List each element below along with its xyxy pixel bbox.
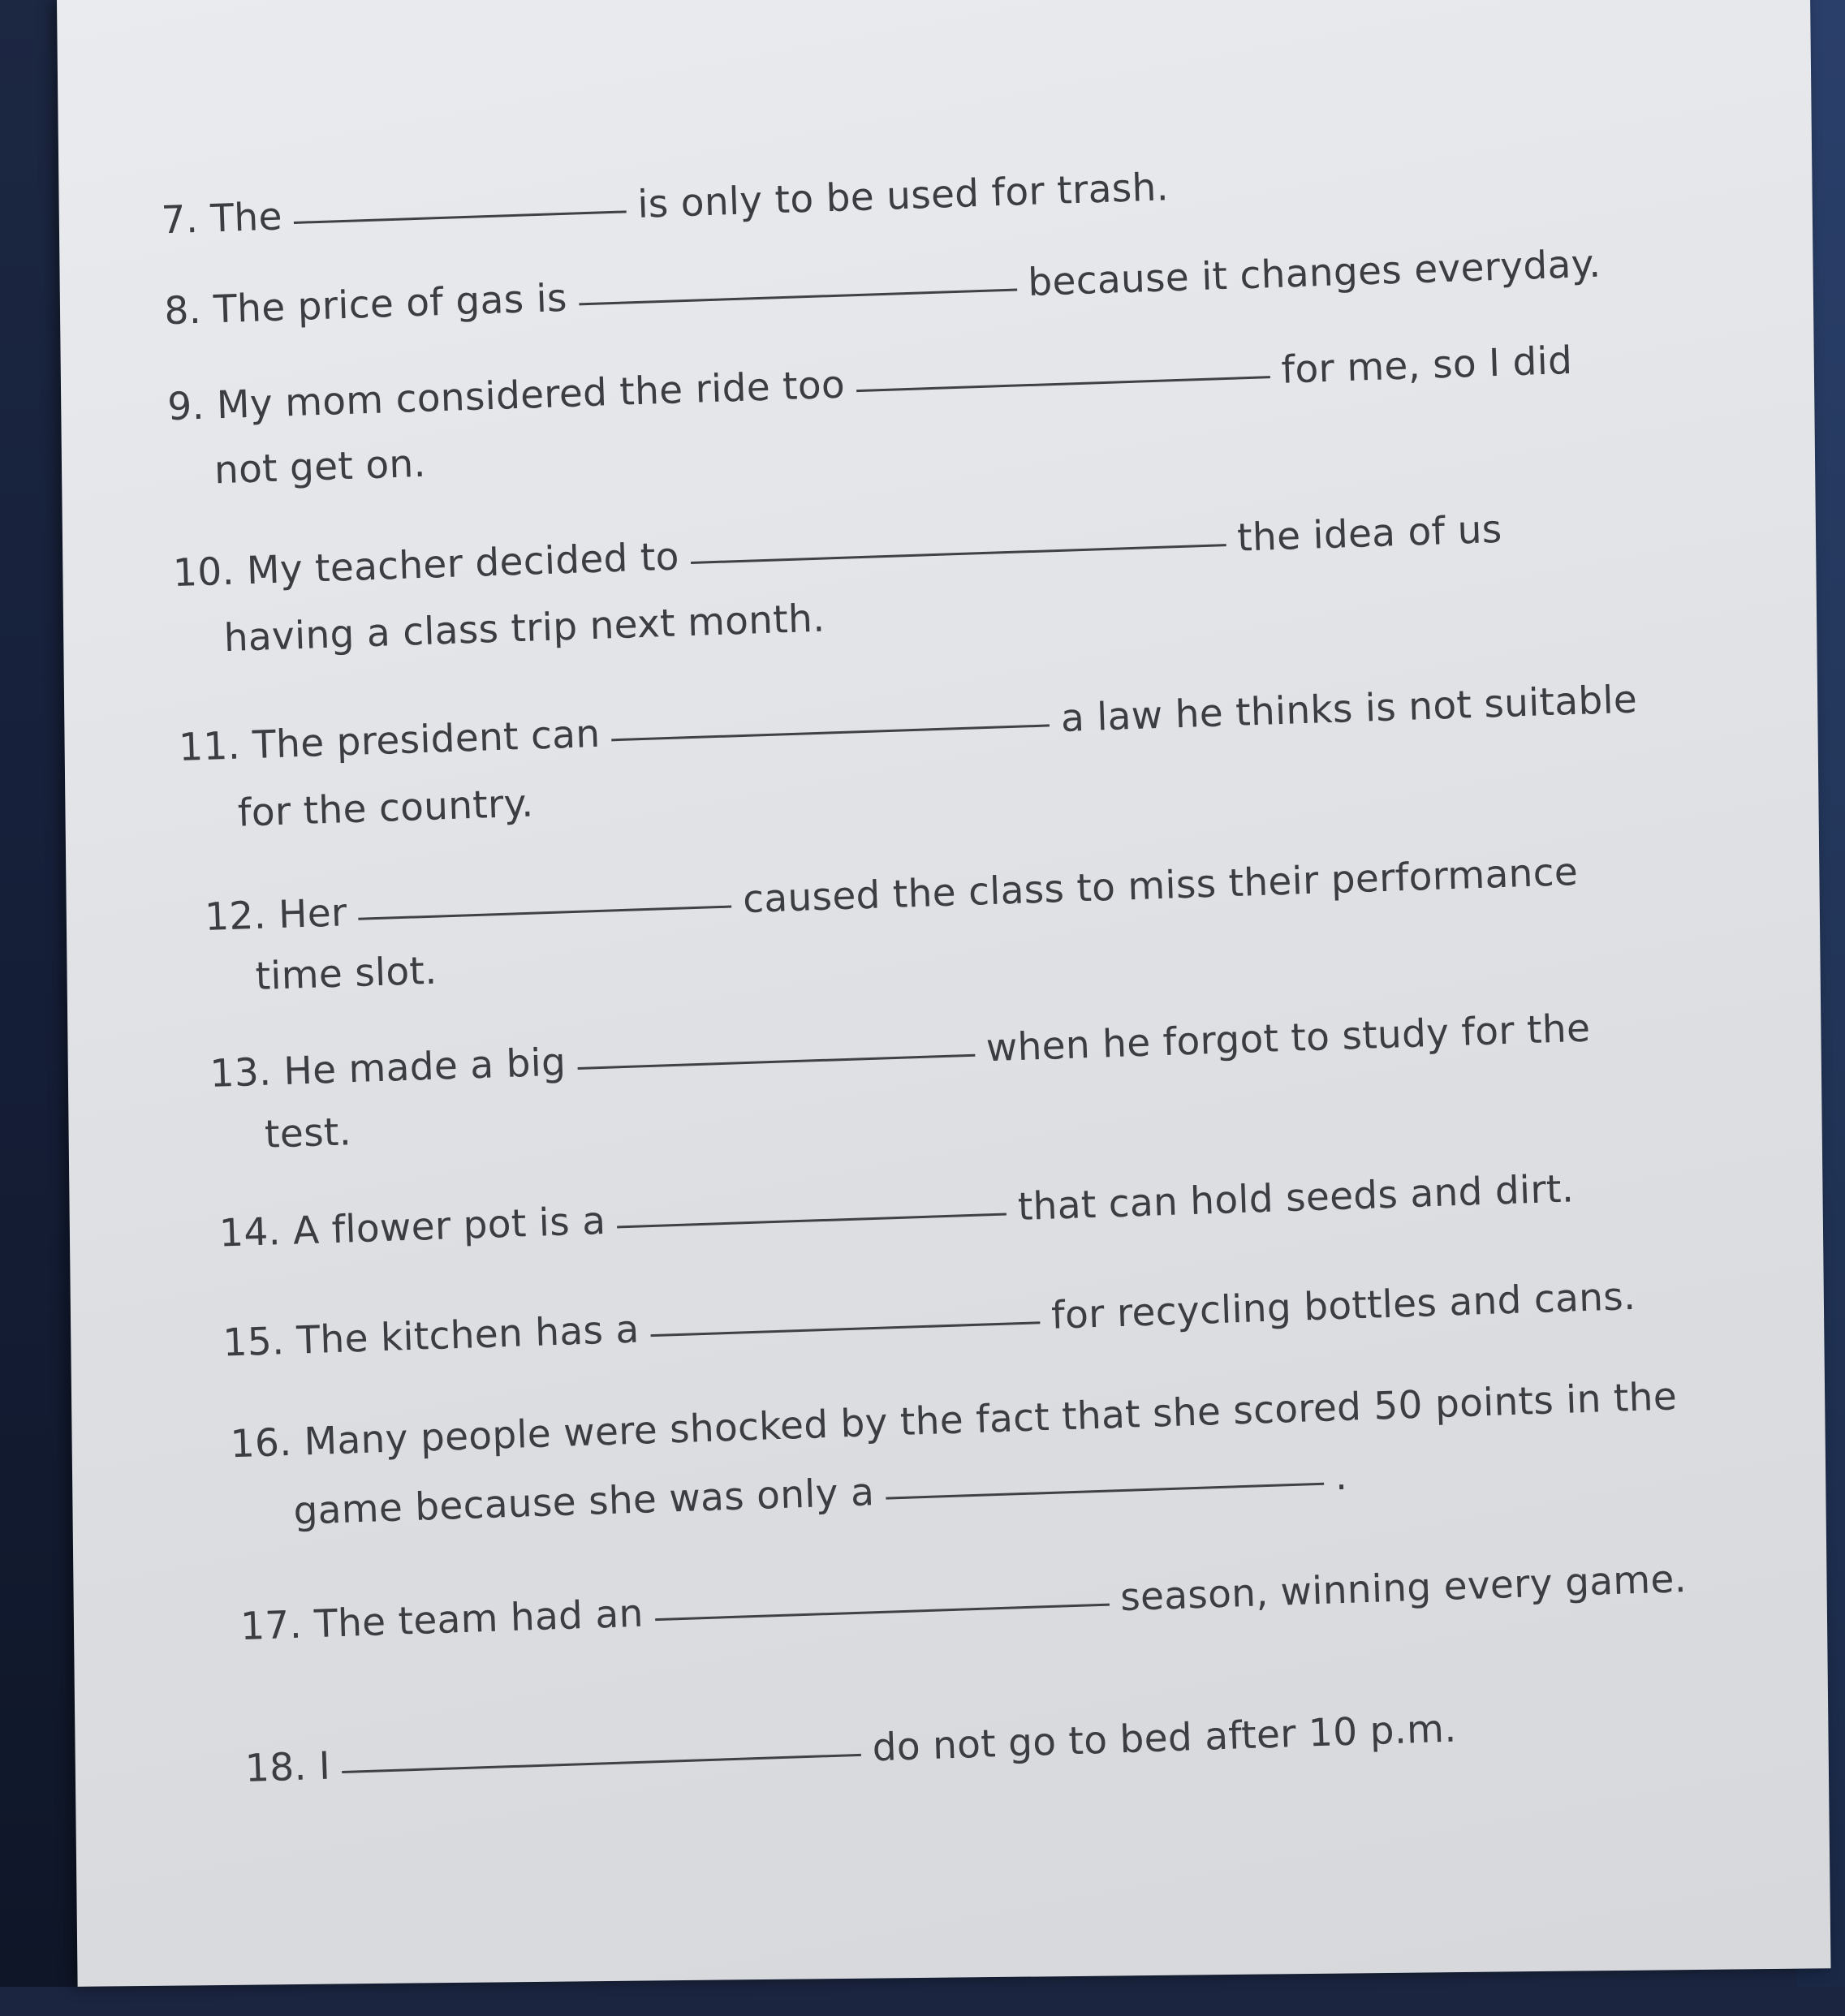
question-11-continuation: for the country. [237,781,535,836]
answer-blank[interactable] [650,1313,1040,1337]
question-9-continuation: not get on. [213,441,427,493]
question-number: 13. [209,1049,273,1096]
question-number: 14. [218,1209,282,1256]
question-18 [244,1707,1457,1791]
question-text-after: season, winning every game. [1119,1557,1688,1621]
question-12-continuation: time slot. [254,948,438,1000]
question-text-after: because it changes everyday. [1027,241,1602,305]
answer-blank[interactable] [611,716,1050,741]
question-10-continuation: having a class trip next month. [222,596,826,661]
question-text-before: Many people were shocked by the fact that she scored 50 points in the [303,1374,1678,1465]
question-16-continuation [293,1454,1348,1534]
question-text-after: for recycling bottles and cans. [1050,1273,1637,1338]
question-text-after: that can hold seeds and dirt. [1017,1166,1575,1230]
question-13-continuation: test. [264,1109,352,1157]
question-text-after: a law he thinks is not suitable [1060,677,1638,741]
question-text-after: for me, so I did [1280,338,1573,393]
question-17 [239,1557,1687,1649]
question-text-after: when he forgot to study for the [985,1006,1592,1071]
question-15 [222,1274,1636,1366]
question-number: 11. [178,723,241,770]
question-text-before: A flower pot is a [292,1198,607,1254]
question-10 [172,507,1502,596]
answer-blank[interactable] [358,898,731,920]
question-text-after: caused the class to miss their performance [742,849,1579,923]
question-text-before: The [209,194,283,242]
answer-blank[interactable] [577,1046,975,1070]
answer-blank[interactable] [579,280,1017,305]
question-text-before: I [317,1743,331,1789]
question-number: 17. [239,1602,303,1650]
question-13 [209,1006,1591,1096]
answer-blank[interactable] [856,368,1270,392]
question-text-after: the idea of us [1236,506,1503,561]
question-text-before: He made a big [282,1040,567,1094]
question-text-before: The team had an [313,1591,644,1648]
question-text-before: Her [278,890,348,938]
question-12 [204,850,1579,940]
answer-blank[interactable] [342,1746,861,1773]
question-text-before: My teacher decided to [246,534,680,594]
question-number: 8. [163,287,202,334]
question-14 [218,1166,1575,1256]
question-text-before: The kitchen has a [295,1307,640,1363]
question-number: 16. [229,1419,293,1467]
answer-blank[interactable] [691,536,1226,564]
question-text-continuation: game because she was only a [292,1470,875,1534]
question-8 [164,242,1602,334]
question-16 [230,1374,1678,1467]
question-number: 9. [166,383,205,430]
answer-blank[interactable] [886,1475,1324,1500]
question-number: 18. [244,1744,308,1791]
question-9 [166,338,1573,429]
question-text-before: The president can [252,711,601,768]
question-number: 15. [222,1319,286,1366]
question-number: 10. [172,549,235,597]
question-number: 12. [204,893,267,941]
question-text-after: do not go to bed after 10 p.m. [871,1706,1458,1771]
answer-blank[interactable] [294,202,627,224]
answer-blank[interactable] [617,1205,1007,1229]
question-text-before: My mom considered the ride too [216,362,846,429]
answer-blank[interactable] [654,1596,1109,1622]
question-number: 7. [160,196,200,243]
question-7 [161,165,1170,243]
question-text-before: The price of gas is [213,275,568,333]
question-text-end: . [1334,1454,1348,1500]
question-11 [178,677,1638,770]
question-text-after: is only to be used for trash. [636,165,1170,227]
